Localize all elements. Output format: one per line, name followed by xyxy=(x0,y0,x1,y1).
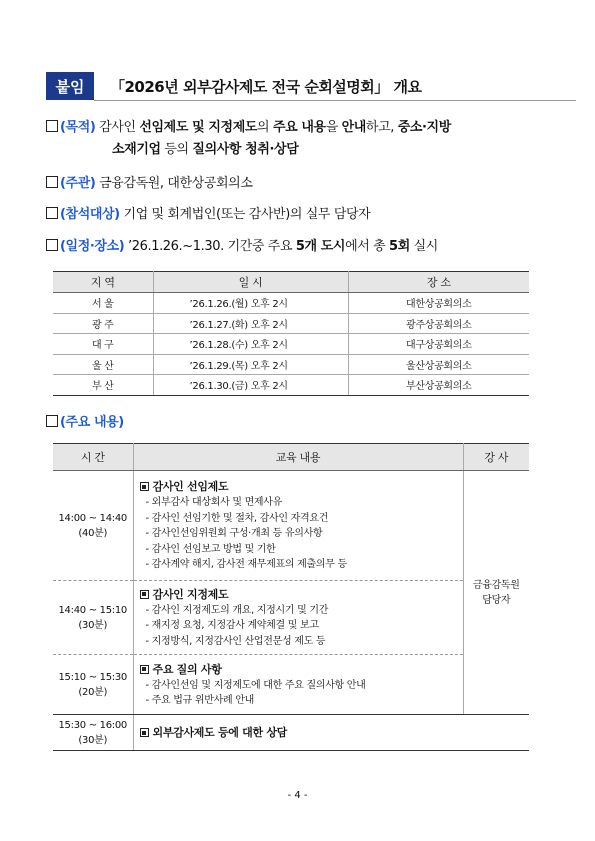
time-range: 14:40 ~ 15:10 xyxy=(58,604,127,616)
section-label: (일정·장소) xyxy=(60,239,125,254)
text: ’26.1.26.~1.30. 기간중 주요 xyxy=(124,239,296,254)
schedule-table xyxy=(53,271,529,396)
table-row xyxy=(53,375,529,396)
cell-time xyxy=(53,471,133,581)
time-range: 15:10 ~ 15:30 xyxy=(58,671,127,683)
time-range: 15:30 ~ 16:00 xyxy=(58,719,127,731)
section-attendees xyxy=(46,205,370,225)
cell-datetime: ’26.1.26.(월) 오후 2시 xyxy=(153,293,348,314)
text-bold: 질의사항 청취·상담 xyxy=(192,142,299,157)
text: 에서 총 xyxy=(345,239,390,254)
section-schedule xyxy=(46,237,438,257)
list-item: - 감사인 선임보고 방법 및 기한 xyxy=(145,543,276,555)
table-row xyxy=(53,313,529,334)
page-number: - 4 - xyxy=(287,790,308,801)
heading-text: 감사인 선임제도 xyxy=(152,480,229,494)
cell-region: 광 주 xyxy=(53,313,153,334)
checked-square-icon xyxy=(140,590,149,599)
list-item: - 감사인선임 및 지정제도에 대한 주요 질의사항 안내 xyxy=(145,679,366,691)
document-title: 「2026년 외부감사제도 전국 순회설명회」 개요 xyxy=(110,78,422,96)
heading-text: 주요 질의 사항 xyxy=(152,662,222,676)
duration: (40분) xyxy=(78,527,108,539)
column-header-region: 지 역 xyxy=(53,272,153,293)
table-row xyxy=(53,354,529,375)
list-item: - 외부감사 대상회사 및 면제사유 xyxy=(145,497,283,509)
duration: (30분) xyxy=(78,619,108,631)
table-row xyxy=(53,715,529,751)
checkbox-icon xyxy=(46,415,58,427)
checkbox-icon xyxy=(46,207,58,219)
table-row xyxy=(53,655,529,715)
text: 실시 xyxy=(409,239,438,254)
section-label: (참석대상) xyxy=(60,207,120,222)
checked-square-icon xyxy=(140,728,149,737)
cell-lecturer xyxy=(463,471,529,715)
checked-square-icon xyxy=(140,665,149,674)
cell-time xyxy=(53,715,133,751)
column-header-venue: 장 소 xyxy=(348,272,529,293)
checked-square-icon xyxy=(140,482,149,491)
text: 금융감독원, 대한상공회의소 xyxy=(95,176,253,191)
text: 감사인 xyxy=(95,120,140,135)
text-bold: 5개 도시 xyxy=(295,239,346,254)
text: 기업 및 회계법인(또는 감사반)의 실무 담당자 xyxy=(119,207,371,222)
column-header-time: 시 간 xyxy=(53,444,133,471)
cell-content xyxy=(133,471,463,581)
cell-venue: 울산상공회의소 xyxy=(348,354,529,375)
cell-time xyxy=(53,655,133,715)
table-row xyxy=(53,293,529,314)
cell-venue: 대한상공회의소 xyxy=(348,293,529,314)
checkbox-icon xyxy=(46,239,58,251)
section-label: (주관) xyxy=(60,176,96,191)
section-label: (목적) xyxy=(60,120,96,135)
table-header-row xyxy=(53,272,529,293)
text-bold: 주요 내용 xyxy=(272,120,326,135)
column-header-content: 교육 내용 xyxy=(133,444,463,471)
heading-text: 감사인 지정제도 xyxy=(152,587,229,601)
section-label: (주요 내용) xyxy=(60,415,124,430)
lecturer-org: 금융감독원 xyxy=(472,579,520,591)
cell-venue: 대구상공회의소 xyxy=(348,334,529,355)
cell-datetime: ’26.1.27.(화) 오후 2시 xyxy=(153,313,348,334)
table-row xyxy=(53,334,529,355)
checkbox-icon xyxy=(46,120,58,132)
text: 의 xyxy=(257,120,273,135)
column-header-datetime: 일 시 xyxy=(153,272,348,293)
section-host xyxy=(46,174,253,194)
text: 등의 xyxy=(160,142,193,157)
list-item: - 재지정 요청, 지정감사 계약체결 및 보고 xyxy=(145,620,319,632)
checkbox-icon xyxy=(46,176,58,188)
text-bold: 소재기업 xyxy=(112,142,161,157)
cell-content xyxy=(133,581,463,655)
list-item: - 감사인 지정제도의 개요, 지정시기 및 기간 xyxy=(145,604,329,616)
table-row xyxy=(53,471,529,581)
title-underline xyxy=(94,100,576,101)
content-heading xyxy=(140,661,463,678)
column-header-lecturer: 강 사 xyxy=(463,444,529,471)
cell-venue: 부산상공회의소 xyxy=(348,375,529,396)
section-purpose-continued xyxy=(112,140,298,160)
cell-datetime: ’26.1.29.(목) 오후 2시 xyxy=(153,354,348,375)
list-item: - 감사계약 해지, 감사전 재무제표의 제출의무 등 xyxy=(145,559,347,571)
cell-content xyxy=(133,655,463,715)
cell-content xyxy=(133,715,529,751)
text: 을 xyxy=(325,120,342,135)
content-heading xyxy=(140,478,463,495)
cell-datetime: ’26.1.30.(금) 오후 2시 xyxy=(153,375,348,396)
lecturer-role: 담당자 xyxy=(482,594,511,606)
heading-text: 외부감사제도 등에 대한 상담 xyxy=(152,726,287,739)
text-bold: 중소·지방 xyxy=(397,120,451,135)
cell-time xyxy=(53,581,133,655)
time-range: 14:00 ~ 14:40 xyxy=(58,512,127,524)
duration: (30분) xyxy=(78,734,108,746)
duration: (20분) xyxy=(78,686,108,698)
content-table xyxy=(53,443,529,751)
content-heading xyxy=(140,724,530,741)
list-item: - 지정방식, 지정감사인 산업전문성 제도 등 xyxy=(145,635,326,647)
section-purpose xyxy=(46,118,451,138)
table-header-row xyxy=(53,444,529,471)
list-item: - 주요 법규 위반사례 안내 xyxy=(145,695,254,706)
list-item: - 감사인 선임기한 및 절차, 감사인 자격요건 xyxy=(145,512,329,524)
cell-region: 서 울 xyxy=(53,293,153,314)
text-bold: 선임제도 및 지정제도 xyxy=(139,120,258,135)
list-item: - 감사인선임위원회 구성·개최 등 유의사항 xyxy=(145,528,323,540)
cell-venue: 광주상공회의소 xyxy=(348,313,529,334)
text: 하고, xyxy=(365,120,398,135)
content-heading xyxy=(140,586,463,603)
cell-datetime: ’26.1.28.(수) 오후 2시 xyxy=(153,334,348,355)
cell-region: 대 구 xyxy=(53,334,153,355)
text-bold: 안내 xyxy=(341,120,366,135)
text-bold: 5회 xyxy=(389,239,410,254)
table-row xyxy=(53,581,529,655)
attachment-badge: 붙임 xyxy=(46,72,94,100)
cell-region: 울 산 xyxy=(53,354,153,375)
cell-region: 부 산 xyxy=(53,375,153,396)
section-content xyxy=(46,413,124,433)
document-header xyxy=(46,72,530,102)
